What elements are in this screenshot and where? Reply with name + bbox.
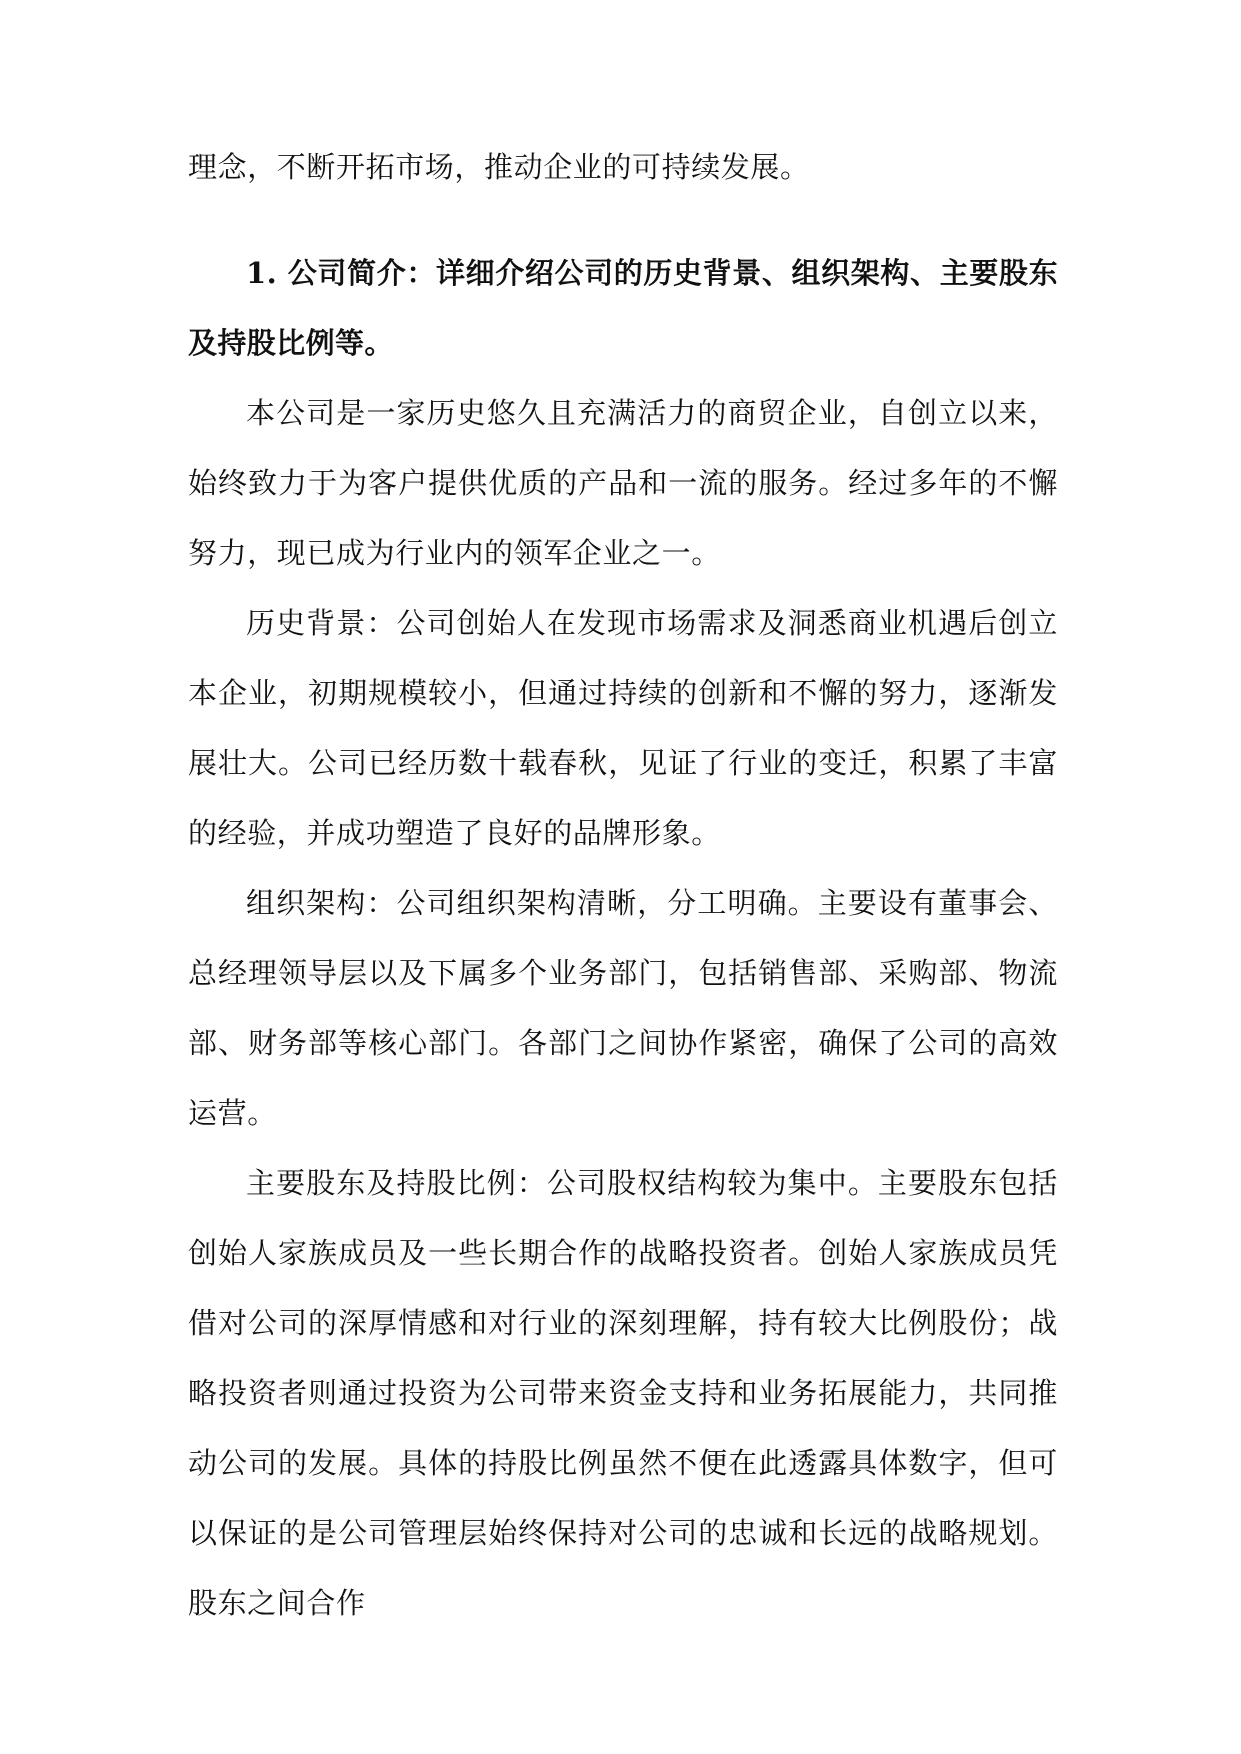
paragraph-history: 历史背景：公司创始人在发现市场需求及洞悉商业机遇后创立本企业，初期规模较小，但通过持续的创新和不懈的努力，逐渐发展壮大。公司已经历数十载春秋，见证了行业的变迁，积累了丰富的经验，并成功塑造了良好的品牌形象。 [188, 606, 1058, 850]
paragraph-intro-tail: 理念，不断开拓市场，推动企业的可持续发展。 [188, 150, 810, 184]
section-heading: 1. 公司简介：详细介绍公司的历史背景、组织架构、主要股东及持股比例等。 [188, 256, 1058, 360]
document-body [188, 132, 1058, 1638]
paragraph-shareholders: 主要股东及持股比例：公司股权结构较为集中。主要股东包括创始人家族成员及一些长期合作的战略投资者。创始人家族成员凭借对公司的深厚情感和对行业的深刻理解，持有较大比例股份；战略投资者则通过投资为公司带来资金支持和业务拓展能力，共同推动公司的发展。具体的持股比例虽然不便在此透露具体数字，但可以保证的是公司管理层始终保持对公司的忠诚和长远的战略规划。股东之间合作 [188, 1166, 1058, 1620]
paragraph-organization: 组织架构：公司组织架构清晰，分工明确。主要设有董事会、总经理领导层以及下属多个业务部门，包括销售部、采购部、物流部、财务部等核心部门。各部门之间协作紧密，确保了公司的高效运营。 [188, 886, 1058, 1130]
paragraph-overview: 本公司是一家历史悠久且充满活力的商贸企业，自创立以来，始终致力于为客户提供优质的产品和一流的服务。经过多年的不懈努力，现已成为行业内的领军企业之一。 [188, 396, 1058, 570]
